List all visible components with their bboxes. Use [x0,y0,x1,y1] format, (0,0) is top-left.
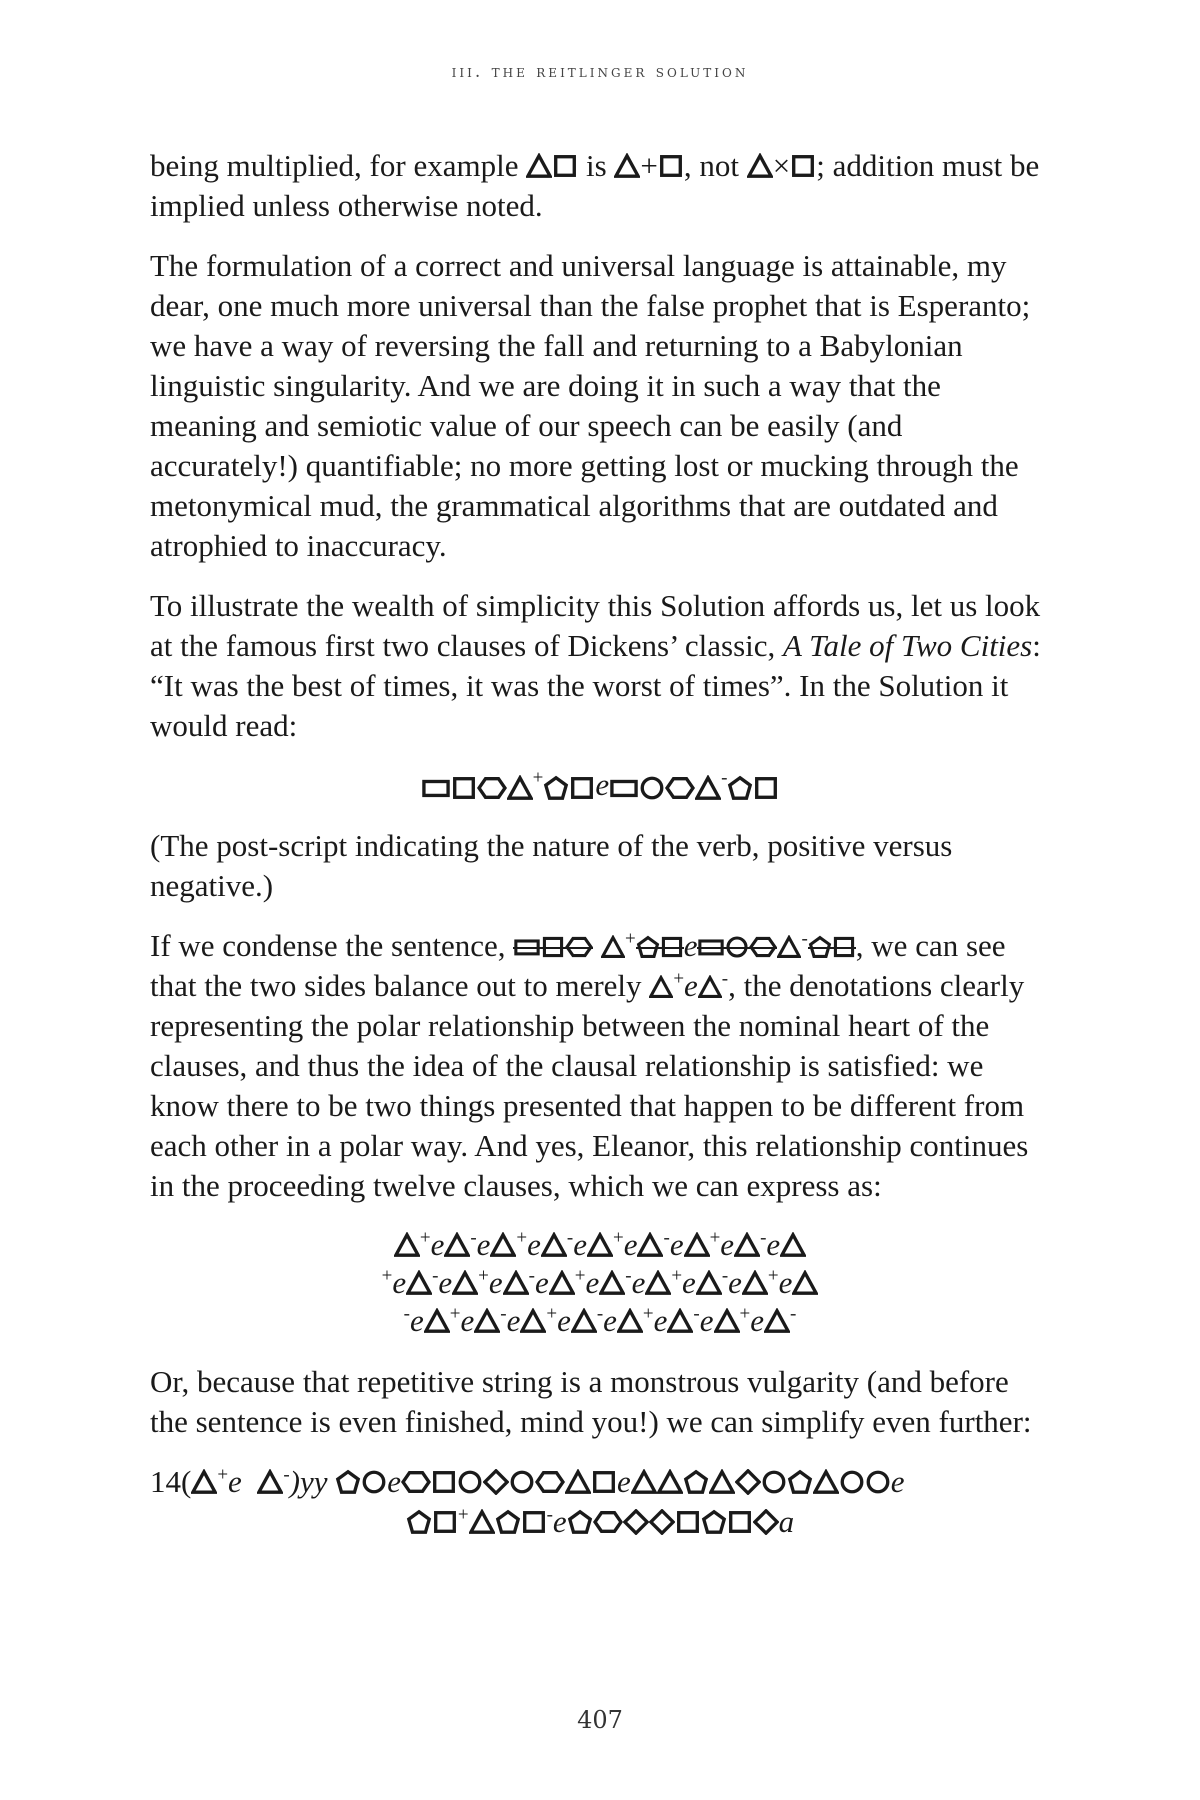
positive-marker: + [381,1265,393,1287]
clause-row-1 [150,1226,1050,1264]
e-connector: e [669,1227,684,1262]
triangle-icon [696,1270,722,1296]
e-connector: e [890,1464,905,1499]
positive-marker: + [419,1227,431,1249]
positive-marker: + [516,1227,528,1249]
struck-symbols-3 [697,926,777,966]
e-connector: e [728,1265,742,1300]
simplified-row-2 [150,1502,1050,1542]
positive-marker: + [449,1303,461,1325]
e-connector: e [506,1303,521,1338]
e-connector: e [228,1464,242,1499]
paragraph-2: The formulation of a correct and universal language is attainable, my dear, one much more universal than the false prophet that is Esperanto; we have a way of reversing the fall and returning to a Babylonian linguistic singularity. And we are doing it in such a way that the meaning and semiotic value of our speech can be easily (and accurately!) quantifiable; no more getting lost or mucking through the metonymical mud, the grammatical algorithms that are outdated and atrophied to inaccuracy. [150,248,1031,563]
triangle-icon [452,1270,478,1296]
triangle-icon [792,1270,818,1296]
triangle-icon [764,1308,790,1334]
e-connector: e [623,1227,638,1262]
e-connector: e [617,1464,631,1499]
positive-marker: + [217,1464,229,1486]
square-icon [790,153,816,179]
negative-marker: - [528,1265,535,1287]
e-connector: e [573,1227,587,1262]
negative-marker: - [546,1504,553,1526]
struck-symbols-4 [808,926,856,966]
triangle-icon [444,1232,470,1258]
triangle-icon [520,1308,546,1334]
positive-marker: + [457,1504,469,1526]
paragraph-6: Or, because that repetitive string is a monstrous vulgarity (and before the sentence is even finished, mind you!) we can simplify even further: [150,1364,1032,1439]
triangle-icon [637,1232,663,1258]
negative-marker: - [801,928,808,950]
p1-text-1: being multiplied, for example [150,148,519,183]
p1-text-4: ; addition must be implied unless otherwise noted. [150,148,1040,223]
paragraph-1 [150,146,1050,226]
negative-marker: - [721,767,728,789]
triangle-icon [684,1232,710,1258]
page-number: 407 [577,1706,623,1734]
triangle-icon [747,153,773,179]
triangle-icon [587,1232,613,1258]
square-icon [658,153,684,179]
e-connector: e [699,1303,714,1338]
positive-marker: + [574,1265,586,1287]
triangle-icon [394,1232,420,1258]
triangle-icon [734,1232,760,1258]
positive-marker: + [671,1265,683,1287]
triangle-icon [614,153,640,179]
e-connector: e [766,1227,781,1262]
e-connector: e [438,1265,453,1300]
negative-marker: - [470,1227,477,1249]
negative-marker: - [721,968,729,990]
e-connector: e [585,1265,600,1300]
e-connector: e [631,1265,646,1300]
paragraph-5 [150,926,1050,1206]
simplified-row-1 [150,1462,1050,1502]
p3-text-1: To illustrate the wealth of simplicity this Solution affords us, let us look at the famous first two clauses of Dickens’ classic, [150,588,1041,663]
simplified-expression [150,1462,1050,1542]
triangle-icon [424,1308,450,1334]
paragraph-4: (The post-script indicating the nature of the verb, positive versus negative.) [150,828,953,903]
e-connector: e [684,968,698,1003]
negative-marker: - [663,1227,670,1249]
p1-text-3: , not [683,148,740,183]
book-title: A Tale of Two Cities [783,628,1033,663]
times-sign: × [772,148,791,183]
a-terminator: a [778,1504,795,1539]
negative-marker: - [283,1464,290,1486]
triangle-icon [526,153,552,179]
triangle-icon [617,1308,643,1334]
negative-marker: - [721,1265,729,1287]
e-connector: e [720,1227,735,1262]
triangle-icon [406,1270,432,1296]
fourteen-prefix: 14( [150,1464,192,1499]
running-head: iii. the reitlinger solution [451,62,749,82]
triangle-icon [645,1270,671,1296]
clause-row-3 [150,1302,1050,1340]
negative-marker: - [403,1303,410,1325]
negative-marker: - [760,1227,767,1249]
positive-marker: + [624,928,636,950]
triangle-icon [742,1270,768,1296]
p5-text-2: , we can see that the two sides balance out to merely [150,928,1006,1003]
negative-marker: - [566,1227,574,1249]
p5-text-1: If we condense the sentence, [150,928,506,963]
positive-marker: + [767,1265,779,1287]
negative-marker: - [596,1303,604,1325]
e-connector: e [683,928,698,963]
triangle-icon [490,1232,516,1258]
p1-text-2: is [585,148,607,183]
e-connector: e [682,1265,696,1300]
solution-sentence [150,766,1050,804]
e-connector: e [778,1265,793,1300]
e-connector: e [488,1265,503,1300]
positive-marker: + [532,767,544,789]
e-connector: e [476,1227,491,1262]
positive-marker: + [673,968,685,990]
positive-marker: + [478,1265,489,1287]
e-connector: e [552,1504,567,1539]
clause-row-2 [150,1264,1050,1302]
positive-marker: + [709,1227,721,1249]
e-connector: e [387,1464,401,1499]
positive-marker: + [613,1227,624,1249]
positive-marker: + [739,1303,751,1325]
triangle-icon [571,1308,597,1334]
e-connector: e [527,1227,541,1262]
negative-marker: - [693,1303,700,1325]
positive-marker: + [642,1303,654,1325]
e-connector: e [750,1303,764,1338]
yy-suffix: )yy [289,1464,328,1499]
square-icon [552,153,578,179]
triangle-icon [599,1270,625,1296]
e-connector: e [460,1303,475,1338]
e-connector: e [410,1303,424,1338]
triangle-icon [541,1232,567,1258]
negative-marker: - [625,1265,632,1287]
triangle-icon [474,1308,500,1334]
e-connector: e [653,1303,668,1338]
e-connector: e [534,1265,549,1300]
negative-marker: - [500,1303,507,1325]
struck-symbols-1 [513,926,593,966]
e-connector: e [430,1227,445,1262]
triangle-icon [667,1308,693,1334]
triangle-icon [549,1270,575,1296]
plus-sign: + [640,148,658,183]
positive-marker: + [546,1303,558,1325]
struck-symbols-2 [636,926,684,966]
negative-marker: - [789,1303,797,1325]
p5-text-3: , the denotations clearly representing the polar relationship between the nominal heart of the clauses, and thus the idea of the clausal relationship is satisfied: we know there to be two things presented that happen to be different from each other in a polar way. And yes, Eleanor, this relationship continues in the proceeding twelve clauses, which we can express as: [150,968,1029,1203]
triangle-icon [714,1308,740,1334]
twelve-clauses-expression [150,1226,1050,1340]
paragraph-3 [150,586,1050,746]
triangle-icon [503,1270,529,1296]
triangle-icon [780,1232,806,1258]
p3-text-2: : “It was the best of times, it was the worst of times”. In the Solution it would read: [150,628,1041,743]
e-connector: e [557,1303,571,1338]
e-connector: e [392,1265,407,1300]
body-text [150,146,1050,1542]
negative-marker: - [432,1265,439,1287]
e-connector: e [603,1303,617,1338]
e-connector: e [595,767,610,802]
